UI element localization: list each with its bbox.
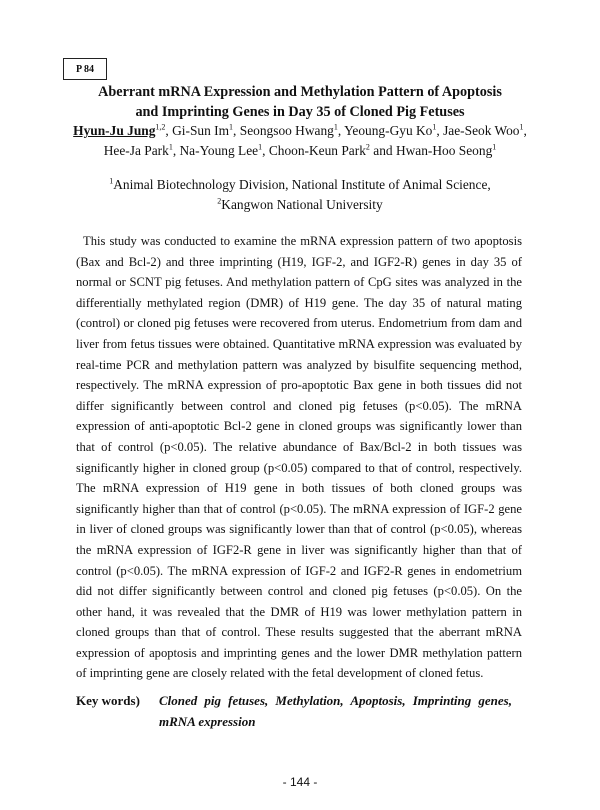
author xyxy=(269,143,370,158)
author-name: Yeoung-Gyu Ko xyxy=(344,123,433,138)
author-name: Choon-Keun Park xyxy=(268,143,366,158)
author-affiliation-mark: 1 xyxy=(333,122,338,132)
keywords-label: Key words) xyxy=(76,693,140,708)
author-affiliation-mark: 1 xyxy=(432,122,437,132)
author-name: Hee-Ja Park xyxy=(103,143,169,158)
author-name: Hyun-Ju Jung xyxy=(73,123,156,138)
author-affiliation-mark: 1 xyxy=(492,142,497,152)
abstract-body: This study was conducted to examine the mRNA expression pattern of two apoptosis (Bax and Bcl-2) and three imprinting (H19, IGF-2, and IGF2-R) genes in day 35 of normal or SCNT pig fetuses. And methylation pattern of CpG sites was analyzed in the differentially methylated region (DMR) of H19 gene. The day 35 of natural mating (control) or cloned pig fetuses were recovered from uterus. Endometrium from dam and liver from fetus tissues were obtained. Quantitative mRNA expression was evaluated by real-time PCR and methylation pattern was analyzed by bisulfite sequencing method, respectively. The mRNA expression of pro-apoptotic Bax gene in both tissues did not differ significantly between control and cloned pig fetuses (p<0.05). The mRNA expression of anti-apoptotic Bcl-2 gene in cloned groups was significantly lower than that of control (p<0.05). The relative abundance of Bax/Bcl-2 in both tissues was significantly higher in cloned group (p<0.05) compared to that of control, respectively. The mRNA expression of H19 gene in both tissues of both cloned groups was significantly higher than that of control (p<0.05). The mRNA expression of IGF-2 gene in liver of cloned groups was significantly lower than that of control (p<0.05), whereas the mRNA expression of IGF2-R gene in liver was significantly higher than that of control (p<0.05). The mRNA expression of IGF-2 and IGF2-R genes in endometrium did not differ significantly between control and cloned pig fetuses (p<0.05). On the other hand, it was revealed that the DMR of H19 was lower methylation pattern in cloned groups than that of control. These results suggested that the aberrant mRNA expression of apoptosis and imprinting genes and the lower DMR methylation pattern of imprinting gene are closely related with the fetal development of cloned fetus. xyxy=(76,234,522,681)
author xyxy=(240,123,338,138)
author-affiliation-mark: 1 xyxy=(229,122,234,132)
author xyxy=(396,143,496,158)
title-line-1: Aberrant mRNA Expression and Methylation Pattern of Apoptosis xyxy=(98,84,502,100)
author-list: Hyun-Ju Jung$^{1,2}$, Gi-Sun Im$^1$, Seongsoo Hwang$^1$, Yeoung-Gyu Ko$^1$, Jae-Seok Woo$^1$, Hee-Ja Park$^1$, Na-Young Lee$^1$, Choon-Keun Park$^2$ and Hwan-Hoo Seong$^1$ xyxy=(73,122,527,158)
affiliation-text: Kangwon National University xyxy=(221,197,383,212)
author-affiliation-mark: 2 xyxy=(365,142,370,152)
affiliations xyxy=(63,175,537,215)
author-name: Seongsoo Hwang xyxy=(239,123,334,138)
poster-code-box xyxy=(63,58,107,80)
keywords xyxy=(76,690,512,732)
author xyxy=(104,143,173,158)
author xyxy=(344,123,436,138)
author-name: Gi-Sun Im xyxy=(172,123,230,138)
author-affiliation-mark: 1 xyxy=(258,142,263,152)
affiliation-mark: 2 xyxy=(217,196,222,206)
author xyxy=(172,123,233,138)
author-affiliation-mark: 1 xyxy=(168,142,173,152)
author-name: Hwan-Hoo Seong xyxy=(395,143,493,158)
author-name: Jae-Seok Woo xyxy=(443,123,520,138)
author-name: Na-Young Lee xyxy=(179,143,259,158)
affiliation-text: Animal Biotechnology Division, National Institute of Animal Science, xyxy=(113,177,491,192)
page-number: - 144 - xyxy=(282,775,318,789)
paper-title xyxy=(63,82,537,122)
title-line-2: and Imprinting Genes in Day 35 of Cloned Pig Fetuses xyxy=(135,104,465,120)
author xyxy=(443,123,523,138)
author xyxy=(180,143,263,158)
affiliation-mark: 1 xyxy=(109,176,114,186)
keywords-text: Cloned pig fetuses, Methylation, Apoptosis, Imprinting genes, mRNA expression xyxy=(159,693,512,729)
author xyxy=(73,123,165,138)
poster-code: P 84 xyxy=(75,63,95,75)
author-affiliation-mark: 1,2 xyxy=(155,122,166,132)
author-affiliation-mark: 1 xyxy=(519,122,524,132)
affiliation-2 xyxy=(63,195,537,215)
affiliation-1 xyxy=(63,175,537,195)
